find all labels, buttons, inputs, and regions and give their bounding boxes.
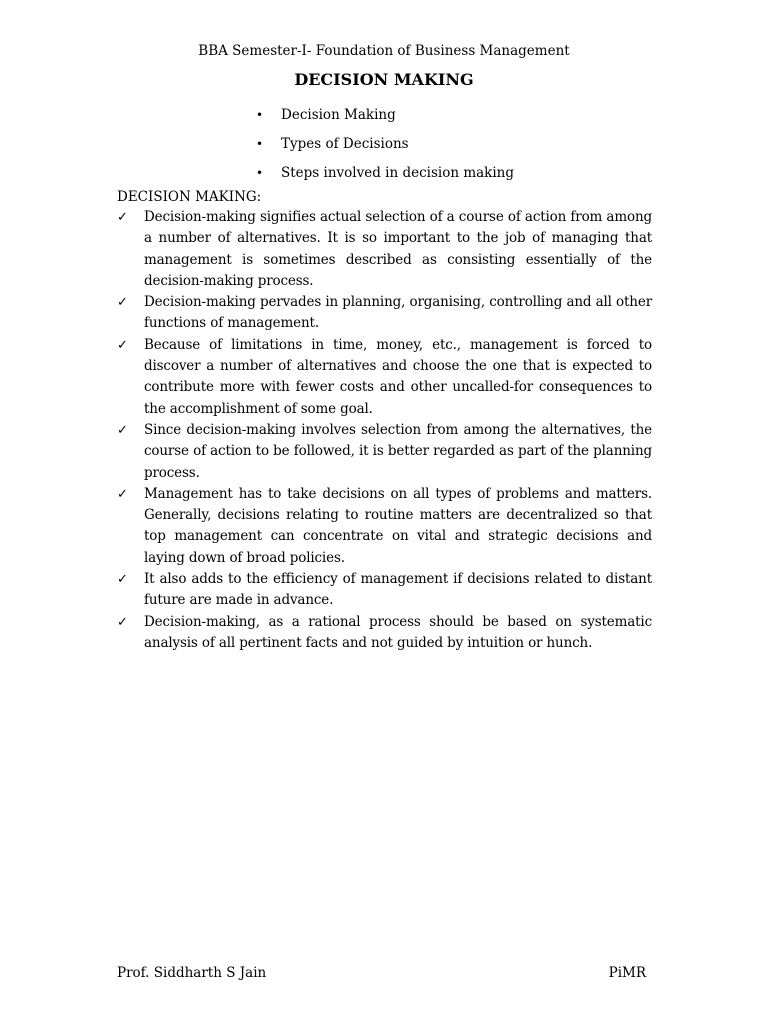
checkmark-icon: ✓ — [117, 422, 128, 438]
checklist-item — [117, 569, 652, 612]
footer-institute: PiMR — [608, 965, 646, 981]
checkmark-icon: ✓ — [117, 572, 128, 588]
checklist-text: Decision-making, as a rational process should be based on systematic analysis of all pertinent facts and not guided by intuition or hunch. — [144, 613, 652, 651]
checklist-item — [117, 335, 652, 420]
page-title: DECISION MAKING — [294, 70, 474, 89]
topic-list-item — [256, 159, 514, 188]
checklist-item — [117, 484, 652, 569]
checklist-text: Since decision-making involves selection from among the alternatives, the course of action to be followed, it is better regarded as part of the planning process. — [144, 421, 652, 481]
checklist-item — [117, 420, 652, 484]
checklist-text: Decision-making pervades in planning, organising, controlling and all other functions of management. — [144, 294, 652, 332]
bullet-icon: • — [256, 166, 264, 180]
checklist-text: Decision-making signifies actual selection of a course of action from among a number of alternatives. It is so important to the job of managing that management is sometimes described as consisting essentially of the decision-making process. — [144, 209, 652, 289]
checklist-item — [117, 612, 652, 655]
checkmark-icon: ✓ — [117, 486, 128, 502]
bullet-icon: • — [256, 137, 264, 151]
topic-label: Types of Decisions — [281, 136, 409, 152]
checklist-text: Management has to take decisions on all types of problems and matters. Generally, decisions relating to routine matters are decentralized so that top management can concentrate on vital and strategic decisions and laying down of broad policies. — [144, 485, 652, 566]
topic-label: Steps involved in decision making — [281, 165, 515, 181]
topic-list — [256, 101, 514, 188]
section-heading: DECISION MAKING: — [117, 189, 262, 205]
footer-author: Prof. Siddharth S Jain — [117, 965, 267, 981]
checklist-text: Because of limitations in time, money, etc., management is forced to discover a number of alternatives and choose the one that is expected to contribute more with fewer costs and other uncalled-for consequences to the accomplishment of some goal. — [144, 336, 652, 417]
topic-list-item — [256, 130, 514, 159]
checklist — [117, 207, 652, 654]
bullet-icon: • — [256, 108, 264, 122]
topic-list-item — [256, 101, 514, 130]
page-header: BBA Semester-I- Foundation of Business Management — [198, 43, 570, 59]
checkmark-icon: ✓ — [117, 614, 128, 630]
checkmark-icon: ✓ — [117, 337, 128, 353]
checklist-text: It also adds to the efficiency of management if decisions related to distant future are made in advance. — [144, 571, 652, 609]
checklist-item — [117, 292, 652, 335]
checkmark-icon: ✓ — [117, 210, 128, 225]
checklist-item — [117, 207, 652, 292]
checkmark-icon: ✓ — [117, 295, 128, 311]
topic-label: Decision Making — [281, 107, 396, 123]
